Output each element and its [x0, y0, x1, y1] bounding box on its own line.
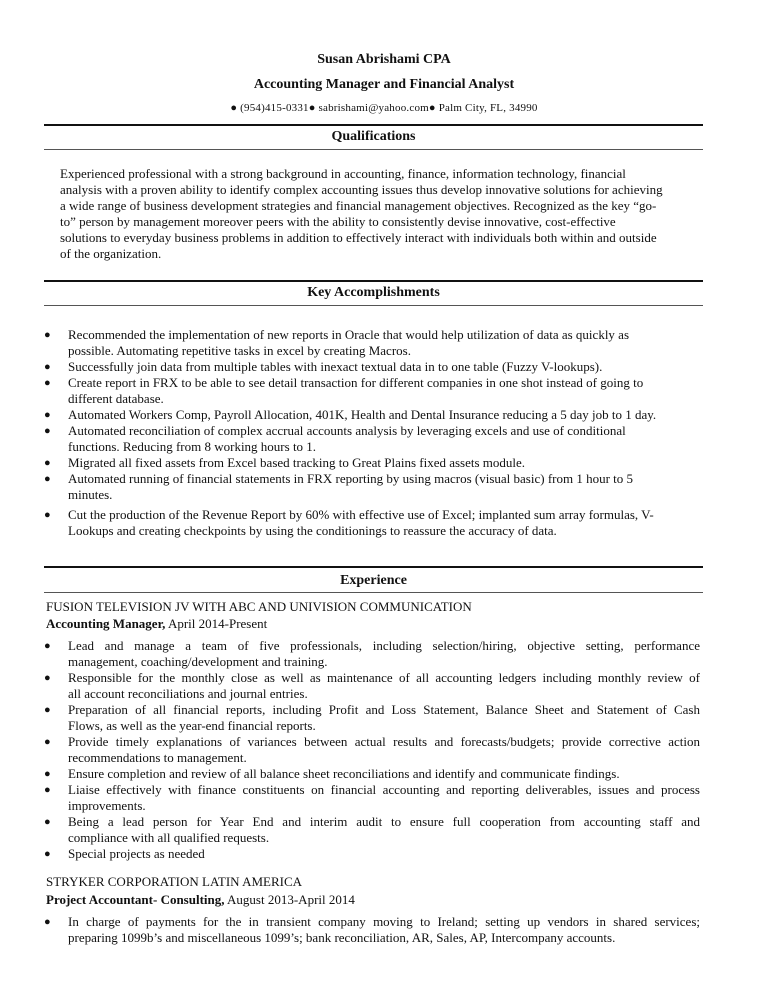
- list-item: ● Provide timely explanations of variances between actual results and forecasts/budgets; provide corrective action recommendations to management.: [44, 734, 700, 765]
- bullet-icon: ●: [44, 509, 51, 521]
- list-item: ● Successfully join data from multiple tables with inexact textual data in to one table (Fuzzy V-lookups).: [44, 359, 603, 374]
- bullet-icon: ●: [44, 361, 51, 373]
- job-dates: April 2014-Present: [165, 616, 268, 631]
- candidate-name: Susan Abrishami CPA: [317, 52, 451, 67]
- contact-line: ● (954)415-0331● sabrishami@yahoo.com● Palm City, FL, 34990: [230, 102, 538, 114]
- bullet-icon: ●: [44, 672, 51, 684]
- summary-line: a wide range of business development strategies and financial management objectives. Recognized as the key “go-: [60, 198, 657, 213]
- summary-line: Experienced professional with a strong background in accounting, finance, information technology, financial: [60, 166, 626, 181]
- section-divider: [44, 592, 703, 593]
- list-item: ● Liaise effectively with finance constituents on financial accounting and reporting deliverables, issues and process improvements.: [44, 782, 700, 813]
- list-item: ● Lead and manage a team of five professionals, including selection/hiring, objective setting, performance management, coaching/development and training.: [44, 638, 700, 669]
- bullet-icon: ●: [44, 409, 51, 421]
- qualifications-heading: Qualifications: [331, 129, 416, 144]
- company-name: FUSION TELEVISION JV WITH ABC AND UNIVISION COMMUNICATION: [46, 599, 472, 614]
- summary-line: of the organization.: [60, 246, 162, 261]
- job-role: [46, 616, 267, 632]
- qualifications-summary: [60, 166, 700, 262]
- bullet-icon: ●: [44, 640, 51, 652]
- job-role: [46, 892, 355, 908]
- section-divider: [44, 566, 703, 568]
- list-item: ● Create report in FRX to be able to see detail transaction for different companies in one shot instead of going to different database.: [44, 375, 644, 406]
- job-duties-list: [0, 914, 700, 946]
- bullet-icon: ●: [44, 377, 51, 389]
- job-title: Project Accountant- Consulting,: [46, 892, 225, 907]
- summary-line: analysis with a proven ability to identify complex accounting issues thus develop innovative solutions for achieving: [60, 182, 663, 197]
- bullet-icon: ●: [44, 704, 51, 716]
- bullet-icon: ●: [44, 457, 51, 469]
- candidate-title: Accounting Manager and Financial Analyst: [253, 77, 515, 92]
- company-name: STRYKER CORPORATION LATIN AMERICA: [46, 874, 303, 889]
- list-item: ● Being a lead person for Year End and interim audit to ensure full cooperation from accounting staff and compliance with all qualified requests.: [44, 814, 700, 845]
- list-item: ● In charge of payments for the in transient company moving to Ireland; setting up vendors in shared services; preparing 1099b’s and miscellaneous 1099’s; bank reconciliation, AR, Sales, AP, Intercompany accounts.: [44, 914, 700, 945]
- summary-line: to” person by management moreover peers with the ability to consistently devise innovative, cost-effective: [60, 214, 616, 229]
- list-item: ● Recommended the implementation of new reports in Oracle that would help utilization of data as quickly as possible. Automating repetitive tasks in excel by creating Macros.: [44, 327, 630, 358]
- bullet-icon: ●: [44, 329, 51, 341]
- bullet-icon: ●: [44, 816, 51, 828]
- section-divider: [44, 124, 703, 126]
- bullet-icon: ●: [44, 768, 51, 780]
- list-item: ● Migrated all fixed assets from Excel based tracking to Great Plains fixed assets module.: [44, 455, 526, 470]
- job-title: Accounting Manager,: [46, 616, 166, 631]
- bullet-icon: ●: [44, 916, 51, 928]
- accomplishments-list: [0, 327, 700, 539]
- list-item: ● Ensure completion and review of all balance sheet reconciliations and identify and communicate findings.: [44, 766, 620, 781]
- section-divider: [44, 280, 703, 282]
- bullet-icon: ●: [44, 736, 51, 748]
- accomplishments-heading: Key Accomplishments: [307, 285, 440, 300]
- bullet-icon: ●: [44, 425, 51, 437]
- job-dates: August 2013-April 2014: [224, 892, 355, 907]
- section-divider: [44, 149, 703, 150]
- list-item: ● Preparation of all financial reports, including Profit and Loss Statement, Balance Sheet and Statement of Cash Flows, as well as the year-end financial reports.: [44, 702, 700, 733]
- list-item: ● Special projects as needed: [44, 846, 205, 861]
- summary-line: solutions to everyday business problems in addition to effectively interact with individuals both within and outside: [60, 230, 657, 245]
- list-item: ● Cut the production of the Revenue Report by 60% with effective use of Excel; implanted sum array formulas, V- Lookups and creating checkpoints by using the conditionings to reassure the accuracy of data.: [44, 507, 654, 538]
- bullet-icon: ●: [44, 473, 51, 485]
- experience-heading: Experience: [340, 573, 407, 588]
- list-item: ● Automated running of financial statements in FRX reporting by using macros (visual basic) from 1 hour to 5 minutes.: [44, 471, 634, 502]
- job-duties-list: [0, 638, 700, 862]
- list-item: ● Responsible for the monthly close as well as maintenance of all accounting ledgers including monthly review of all account reconciliations and journal entries.: [44, 670, 700, 701]
- bullet-icon: ●: [44, 848, 51, 860]
- bullet-icon: ●: [44, 784, 51, 796]
- list-item: ● Automated reconciliation of complex accrual accounts analysis by leveraging excels and use of conditional functions. Reducing from 8 working hours to 1.: [44, 423, 626, 454]
- section-divider: [44, 305, 703, 306]
- list-item: ● Automated Workers Comp, Payroll Allocation, 401K, Health and Dental Insurance reducing a 5 day job to 1 day.: [44, 407, 657, 422]
